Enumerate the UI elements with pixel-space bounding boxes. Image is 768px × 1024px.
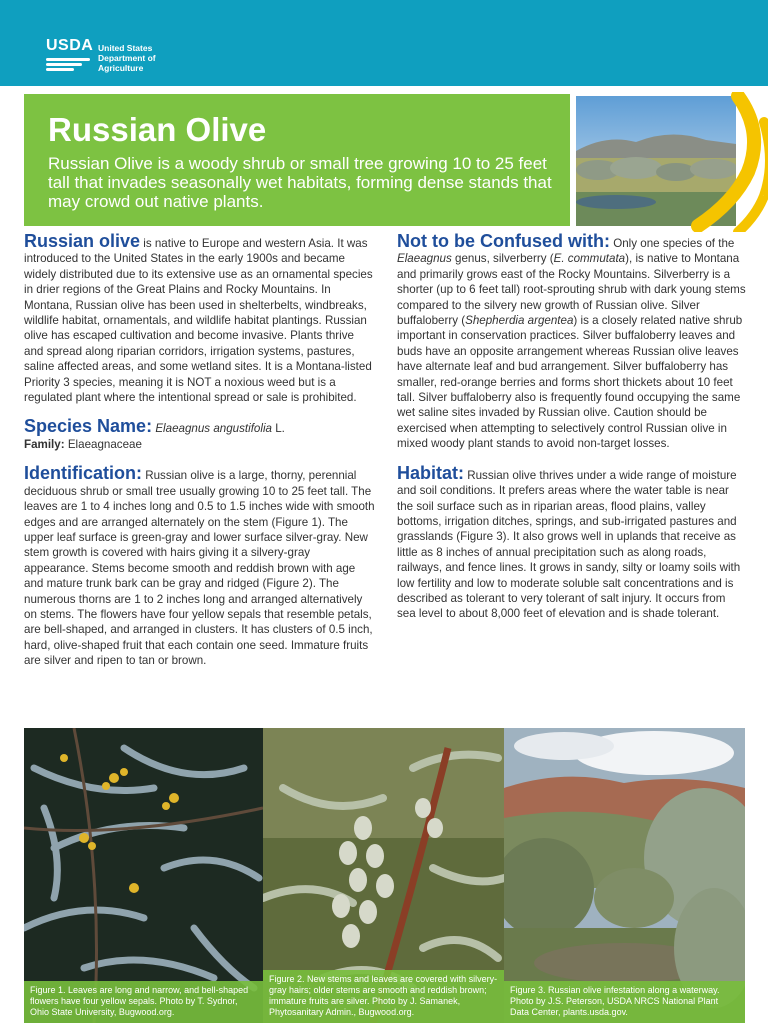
habitat-heading: Habitat: <box>397 462 464 483</box>
figure-1 <box>24 728 263 1023</box>
habitat-section <box>397 462 747 622</box>
left-column <box>24 231 376 677</box>
figure-3 <box>504 728 745 1023</box>
genus-name: Elaeagnus <box>397 252 452 266</box>
right-column <box>397 231 747 630</box>
page-title: Russian Olive <box>48 111 267 148</box>
usda-swoosh-icon <box>46 58 90 61</box>
figure-1-image <box>24 728 263 1023</box>
species-section <box>24 416 376 452</box>
confused-text: Only one species of the <box>609 237 735 250</box>
confused-section <box>397 231 747 452</box>
confused-text: genus, silverberry ( <box>451 252 554 266</box>
usda-swoosh-icon <box>46 68 74 71</box>
scientific-name: Elaeagnus angustifolia <box>155 422 272 436</box>
agency-line: Agriculture <box>98 63 144 73</box>
intro-heading: Russian olive <box>24 231 141 251</box>
figure-2 <box>263 728 504 1023</box>
intro-text: is native to Europe and western Asia. It was introduced to the United States in the early 1900s and became widely distributed due to its extensive use as an ornamental species in drier regions of the Great Plains and Rocky Mountains. In Montana, Russian olive has been used in shelterbelts, windbreaks, wildlife habitat, ornamentals, and wildlife habitat plantings. Russian olive has escaped cultivation and become invasive. Plants thrive and spread along riparian corridors, irrigation systems, pastures, saline affected areas, and some wetland sites. It is a Montana-listed Priority 3 species, meaning it is NOT a noxious weed but is a regulated plant where the intentional spread or sale is prohibited. <box>24 237 373 405</box>
confused-text: ) is a closely related native shrub important in conservation practices. Silver buffaloberry leaves and buds have an opposite arrangement whereas Russian olive leaves have alternate leaf and bud arrangement. Silver buffaloberry has smaller, red-orange berries and forms short thickets about 10 feet tall. Silver buffaloberry also is frequently found occupying the same wet saline sites invaded by Russian olive. Caution should be exercised when attempting to selectively control Russian olive in mixed woody plant stands to avoid non-target losses. <box>397 314 743 451</box>
family-value: Elaeagnaceae <box>64 437 142 451</box>
usda-logo-text: USDA <box>46 37 94 54</box>
identification-section <box>24 463 376 668</box>
confused-text: ), is native to Montana and primarily grows east of the Rocky Mountains. Silverberry is a shorter (up to 6 feet tall) root-sprouting shrub with dark young stems compared to the silvery new growth of Russian olive. Silver buffaloberry ( <box>397 252 746 328</box>
agency-line: United States <box>98 43 153 53</box>
decorative-arcs-icon <box>690 92 768 232</box>
identification-text: Russian olive is a large, thorny, perennial deciduous shrub or small tree usually growing 10 to 25 feet tall. The leaves are 1 to 4 inches long and 0.5 to 1.5 inches wide with smooth edges and are arranged alternately on the stem (Figure 1). The upper leaf surface is green-gray and lower surface silver-gray. New stem growth is covered with hairs giving it a silvery-gray appearance. Stems become smooth and reddish brown with age and mature trunk bark can be gray and ridged (Figure 2). The numerous thorns are 1 to 2 inches long and arranged alternatively on stems. The flowers have four yellow sepals that resemble petals, are bell-shaped, and arranged in clusters. It has clusters of 0.5 inch, hard, olive-shaped fruit that each contain one seed. Immature fruits are silver and ripen to tan or brown. <box>24 469 375 668</box>
species-heading: Species Name: <box>24 416 153 437</box>
habitat-text: Russian olive thrives under a wide range of moisture and soil conditions. It prefers areas where the water table is near the soil surface such as in riparian areas, flood plains, valley bottoms, irrigation ditches, springs, and sub-irrigated pastures and grasslands (Figure 3). It also grows well in uplands that receive as little as 8 inches of annual precipitation such as along roads, railways, and fence lines. It grows in sandy, silty or loamy soils with low fertility and low to moderate soluble salt concentrations and is described as tolerant to very tolerant of salt injury. It occurs from sea level to about 8,000 feet of elevation and is shade tolerant. <box>397 468 741 621</box>
figure-1-caption: Figure 1. Leaves are long and narrow, and bell-shaped flowers have four yellow sepals. Photo by T. Sydnor, Ohio State University, Bugwood.org. <box>24 981 263 1023</box>
species-name: E. commutata <box>553 252 626 266</box>
agency-name <box>98 38 156 73</box>
species-author: L. <box>271 422 285 436</box>
usda-swoosh-icon <box>46 63 82 66</box>
species-name: Shepherdia argentea <box>465 314 574 328</box>
title-band <box>24 94 570 226</box>
usda-mark <box>46 37 94 72</box>
usda-logo[interactable] <box>46 38 156 73</box>
identification-heading: Identification: <box>24 463 142 484</box>
intro-section <box>24 231 376 405</box>
confused-heading: Not to be Confused with: <box>397 231 610 251</box>
family-label: Family: <box>24 437 65 451</box>
figure-3-image <box>504 728 745 1023</box>
agency-line: Department of <box>98 53 156 63</box>
header-bar <box>0 0 768 86</box>
figure-2-caption: Figure 2. New stems and leaves are covered with silvery-gray hairs; older stems are smooth and reddish brown; immature fruits are silver. Photo by J. Samanek, Phytosanitary Admin., Bugwood.org. <box>263 970 504 1023</box>
figure-3-caption: Figure 3. Russian olive infestation along a waterway. Photo by J.S. Peterson, USDA NRCS National Plant Data Center, plants.usda.gov. <box>504 981 745 1023</box>
page-subtitle: Russian Olive is a woody shrub or small tree growing 10 to 25 feet tall that invades seasonally wet habitats, forming dense stands that may crowd out native plants. <box>48 154 552 211</box>
